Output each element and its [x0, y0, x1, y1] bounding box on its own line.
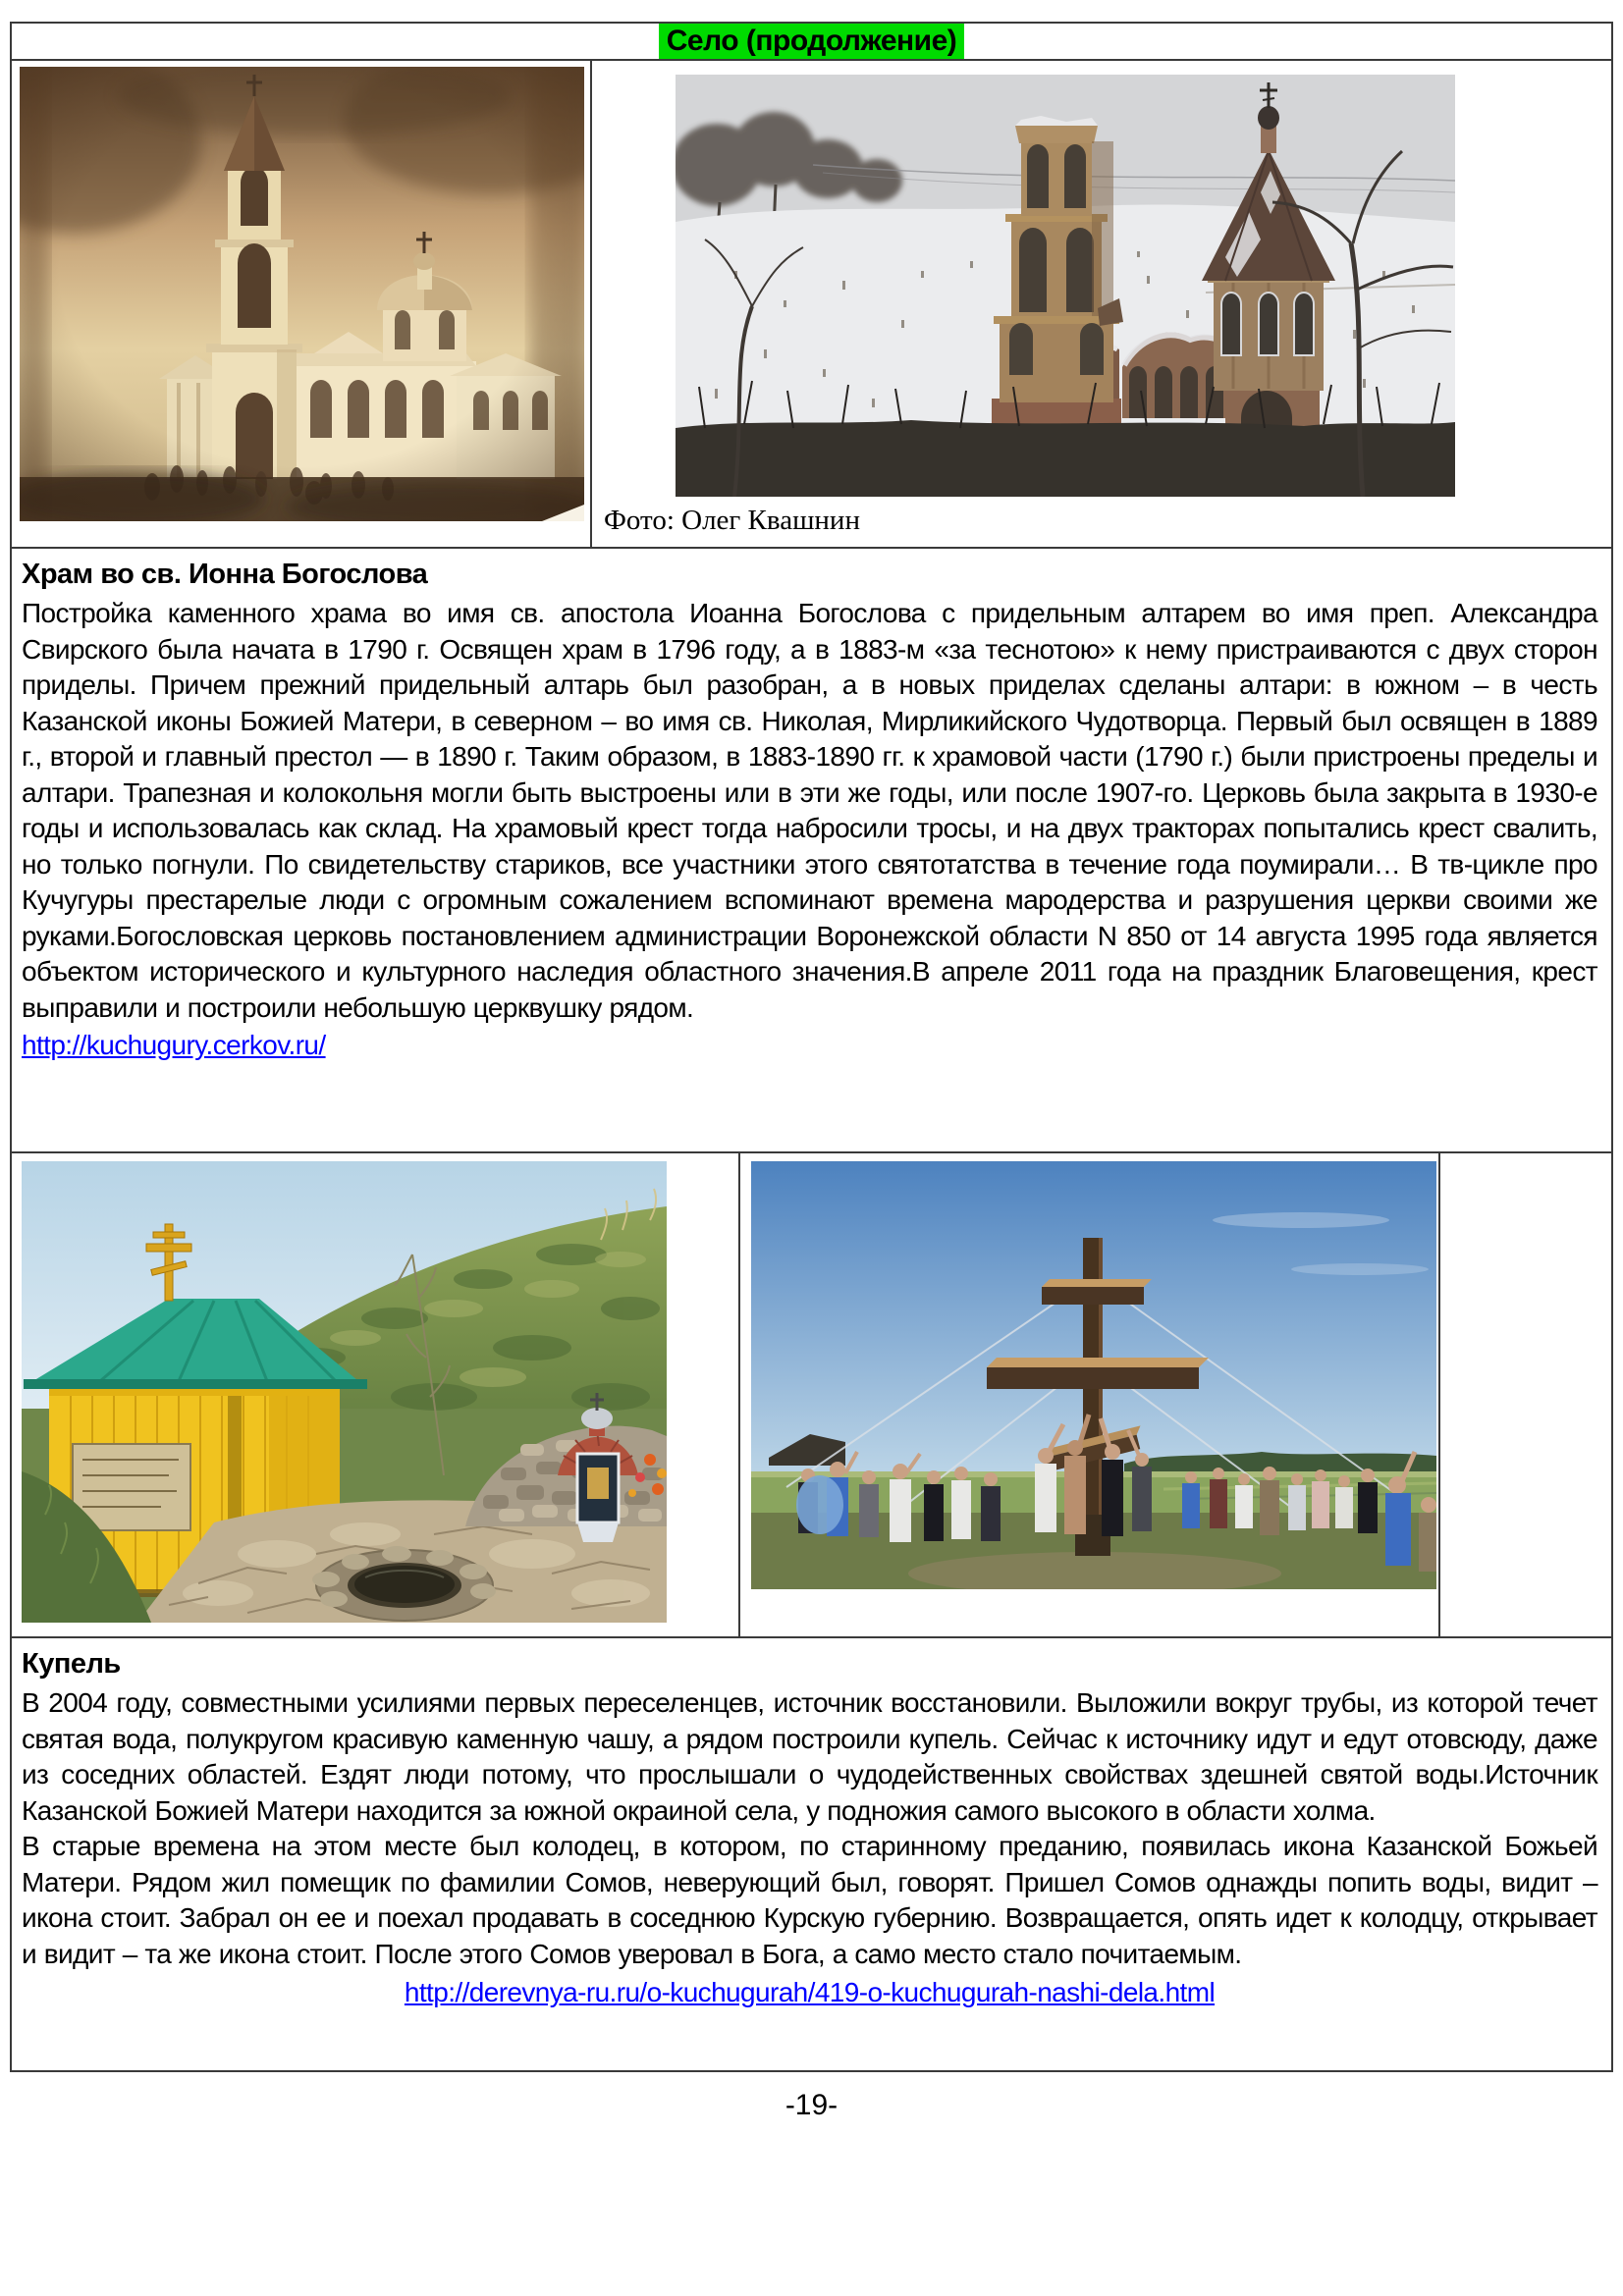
page-number: -19- — [784, 2089, 839, 2121]
page-title: Село (продолжение) — [659, 24, 965, 59]
kuchugury-cerkov-link[interactable]: http://kuchugury.cerkov.ru/ — [22, 1030, 326, 1060]
section-kupel-para1: В 2004 году, совместными усилиями первых переселенцев, источник восстановили. Выложили вокруг трубы, из которой течет святая вода, полукругом красивую каменную чашу, а рядом построили купель. Сейчас к источнику идут и едут отовсюду, даже из соседних областей. Ездят люди потому, что прослышали о чудодейственных свойствах здешней святой воды.Источник Казанской Божией Матери находится за южной окраиной села, у подножия самого высокого в области холма. — [22, 1687, 1597, 1826]
photo-old-church-sepia — [20, 67, 584, 521]
cell-kupel-photo — [12, 1153, 740, 1636]
cell-old-sepia-photo — [12, 61, 592, 547]
section-khram — [12, 549, 1611, 1153]
section-khram-body: Постройка каменного храма во имя св. апостола Иоанна Богослова с придельным алтарем во имя преп. Александра Свирского была начата в 1790 г. Освящен храм в 1796 году, а в 1883-м «за теснотою» к нему пристраиваются с двух сторон приделы. Причем прежний придельный алтарь был разобран, а в новых приделах сделаны алтари: в южном – в честь Казанской иконы Божией Матери, в северном – во имя св. Николая, Мирликийского Чудотворца. Первый был освящен в 1889 г., второй и главный престол — в 1890 г. Таким образом, в 1883-1890 гг. к храмовой части (1790 г.) были пристроены пределы и алтари. Трапезная и колокольня могли быть выстроены или в эти же годы, или после 1907-го. Церковь была закрыта в 1930-е годы и использовалась как склад. На храмовый крест тогда набросили тросы, и на двух тракторах попытались крест свалить, но только погнули. По свидетельству стариков, все участники этого святотатства в течение года поумирали… В тв-цикле про Кучугуры престарелые люди с огромным сожалением вспоминают времена мародерства и разрушения церкви своими же руками.Богословская церковь постановлением администрации Воронежской области N 850 от 14 августа 1995 года является объектом исторического и культурного наследия областного значения.В апреле 2011 года на праздник Благовещения, крест выправили и построили небольшую церквушку рядом. — [22, 598, 1597, 1023]
section-kupel-heading: Купель — [22, 1648, 121, 1680]
photo-row-spring-and-cross — [12, 1153, 1611, 1638]
section-khram-heading: Храм во св. Ионна Богослова — [22, 559, 428, 590]
cell-winter-ruin-photo — [592, 61, 1611, 547]
section-kupel-para2: В старые времена на этом месте был колодец, в котором, по старинному преданию, появилась икона Казанской Божьей Матери. Рядом жил помещик по фамилии Сомов, неверующий был, говорят. Пришел Сомов однажды попить воды, видит – икона стоит. Забрал он ее и поехал продавать в соседнюю Курскую губернию. Возвращается, опять идет к колодцу, открывает и видит – та же икона стоит. После этого Сомов уверовал в Бога, а само место стало почитаемым. — [22, 1831, 1597, 1969]
derevnya-ru-link[interactable]: http://derevnya-ru.ru/o-kuchugurah/419-o-kuchugurah-nashi-dela.html — [404, 1977, 1216, 2007]
cell-empty — [1440, 1153, 1611, 1636]
photo-holy-spring — [22, 1161, 667, 1623]
photo-caption: Фото: Олег Квашнин — [604, 505, 860, 536]
photo-ruined-church-winter — [676, 75, 1455, 497]
layout-table — [10, 22, 1613, 2072]
section-kupel — [12, 1638, 1611, 2070]
cell-cross-raising-photo — [740, 1153, 1440, 1636]
photo-cross-raising — [751, 1161, 1436, 1589]
photo-row-old-churches — [12, 61, 1611, 549]
centered-link-line — [22, 1974, 1597, 2010]
title-row — [12, 24, 1611, 61]
link-line — [22, 1027, 1597, 1063]
